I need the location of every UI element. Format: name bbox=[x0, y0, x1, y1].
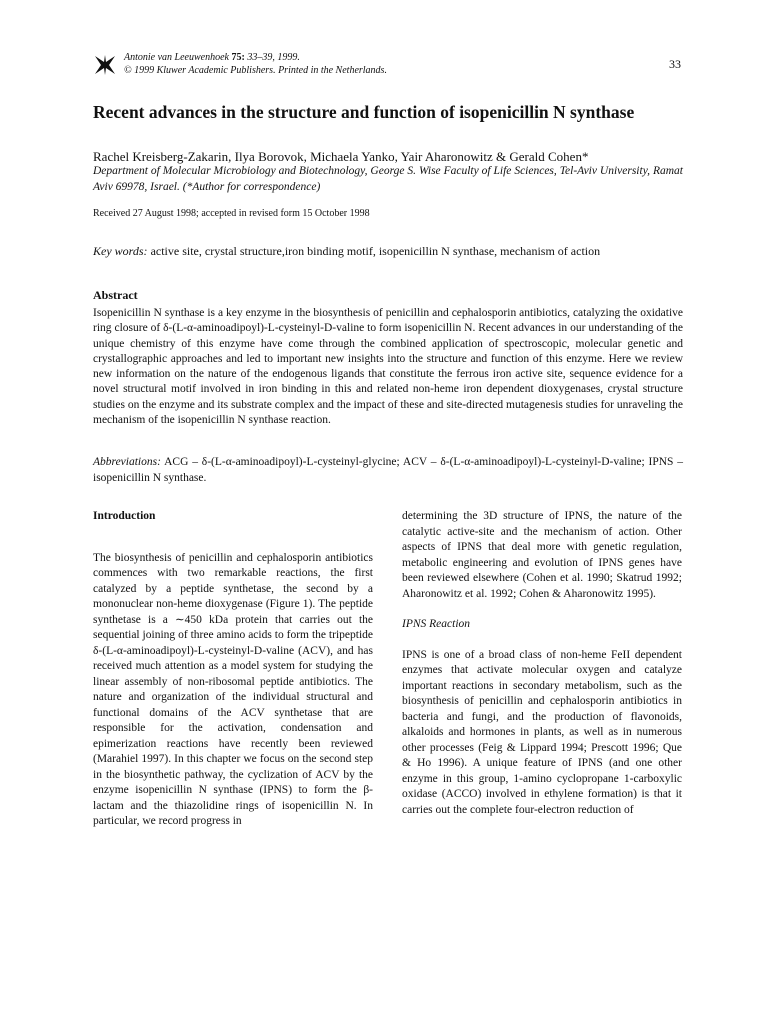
introduction-heading: Introduction bbox=[93, 510, 156, 522]
left-column bbox=[93, 509, 373, 830]
journal-volume: 75: bbox=[231, 52, 245, 63]
copyright-line: © 1999 Kluwer Academic Publishers. Printed in the Netherlands. bbox=[124, 65, 387, 76]
abstract-heading: Abstract bbox=[93, 288, 138, 302]
received-dates: Received 27 August 1998; accepted in revised form 15 October 1998 bbox=[93, 208, 370, 219]
journal-name: Antonie van Leeuwenhoek bbox=[124, 52, 229, 63]
kluwer-logo-icon bbox=[93, 53, 117, 77]
journal-citation bbox=[124, 51, 387, 77]
abbreviations-label: Abbreviations: bbox=[93, 456, 161, 468]
keywords bbox=[93, 243, 683, 259]
abbreviations bbox=[93, 455, 683, 486]
page-number: 33 bbox=[669, 57, 681, 71]
abbreviations-text: ACG – δ-(L-α-aminoadipoyl)-L-cysteinyl-glycine; ACV – δ-(L-α-aminoadipoyl)-L-cysteinyl-D-valine; IPNS – isopenicillin N synthase. bbox=[93, 456, 683, 484]
ipns-reaction-paragraph: IPNS is one of a broad class of non-heme FeII dependent enzymes that activate molecular oxygen and catalyze important reactions in secondary metabolism, such as the biosynthesis of penicillin and cephalosporin antibiotics in bacteria and fungi, and the production of flavonoids, alkaloids and hormones in plants, as well as in numerous other processes (Feig & Lippard 1994; Prescott 1996; Que & Ho 1996). A unique feature of IPNS (and one other enzyme in this group, 1-amino cyclopropane 1-carboxylic oxidase (ACCO) involved in ethylene formation) is that it carries out the complete four-electron reduction of bbox=[402, 648, 682, 816]
abstract-text: Isopenicillin N synthase is a key enzyme in the biosynthesis of penicillin and cephalosporin antibiotics, catalyzing the oxidative ring closure of δ-(L-α-aminoadipoyl)-L-cysteinyl-D-valine to form isopenicillin N. Recent advances in our understanding of the unique chemistry of this enzyme have come through the combined application of spectroscopic, molecular genetic and crystallographic approaches and led to important new insights into the structure and function of this enzyme. Here we review new information on the nature of the endogenous ligands that constitute the ferrous iron active site, sequence evidence for a novel structural motif involved in iron binding in this and related non-heme iron dependent dioxygenases, crystal structure studies on the enzyme and its substrate complex and the impact of these and site-directed mutagenesis studies for unraveling the mechanism of the isopenicillin N synthase reaction. bbox=[93, 307, 683, 427]
introduction-paragraph: The biosynthesis of penicillin and cephalosporin antibiotics commences with two remarkable reactions, the first catalyzed by a peptide synthetase, the second by a mononuclear non-heme dioxygenase (Figure 1). The peptide synthetase is a ∼450 kDa protein that carries out the sequential joining of three amino acids to form the tripeptide δ-(L-α-aminoadipoyl)-L-cysteinyl-D-valine (ACV), and has received much attention as a model system for studying the linear assembly of non-ribosomal peptide antibiotics. The nature and organization of the individual structural and functional domains of the ACV synthetase that are responsible for the activation, condensation and epimerization reactions have recently been reviewed (Marahiel 1997). In this chapter we focus on the second step in the biosynthetic pathway, the cyclization of ACV by the enzyme isopenicillin N synthase (IPNS) to form the β-lactam and the thiazolidine rings of isopenicillin N. In particular, we record progress in bbox=[93, 551, 373, 827]
author-list: Rachel Kreisberg-Zakarin, Ilya Borovok, Michaela Yanko, Yair Aharonowitz & Gerald Cohen* bbox=[93, 149, 589, 164]
affiliation: Department of Molecular Microbiology and Biotechnology, George S. Wise Faculty of Life Sciences, Tel-Aviv University, Ramat Aviv 69978, Israel. (*Author for correspondence) bbox=[93, 165, 683, 193]
right-column bbox=[402, 509, 682, 818]
paper-title: Recent advances in the structure and function of isopenicillin N synthase bbox=[93, 102, 635, 122]
journal-pages: 33–39, 1999. bbox=[247, 52, 300, 63]
ipns-reaction-heading: IPNS Reaction bbox=[402, 618, 471, 630]
running-header bbox=[93, 51, 683, 81]
keywords-text: active site, crystal structure,iron binding motif, isopenicillin N synthase, mechanism of action bbox=[150, 244, 601, 258]
introduction-continued: determining the 3D structure of IPNS, the nature of the catalytic active-site and the mechanism of action. Other aspects of IPNS that deal more with genetic regulation, metabolic engineering and evolution of IPNS genes have been reviewed elsewhere (Cohen et al. 1990; Skatrud 1992; Aharonowitz et al. 1992; Cohen & Aharonowitz 1995). bbox=[402, 510, 682, 600]
keywords-label: Key words: bbox=[93, 244, 148, 258]
